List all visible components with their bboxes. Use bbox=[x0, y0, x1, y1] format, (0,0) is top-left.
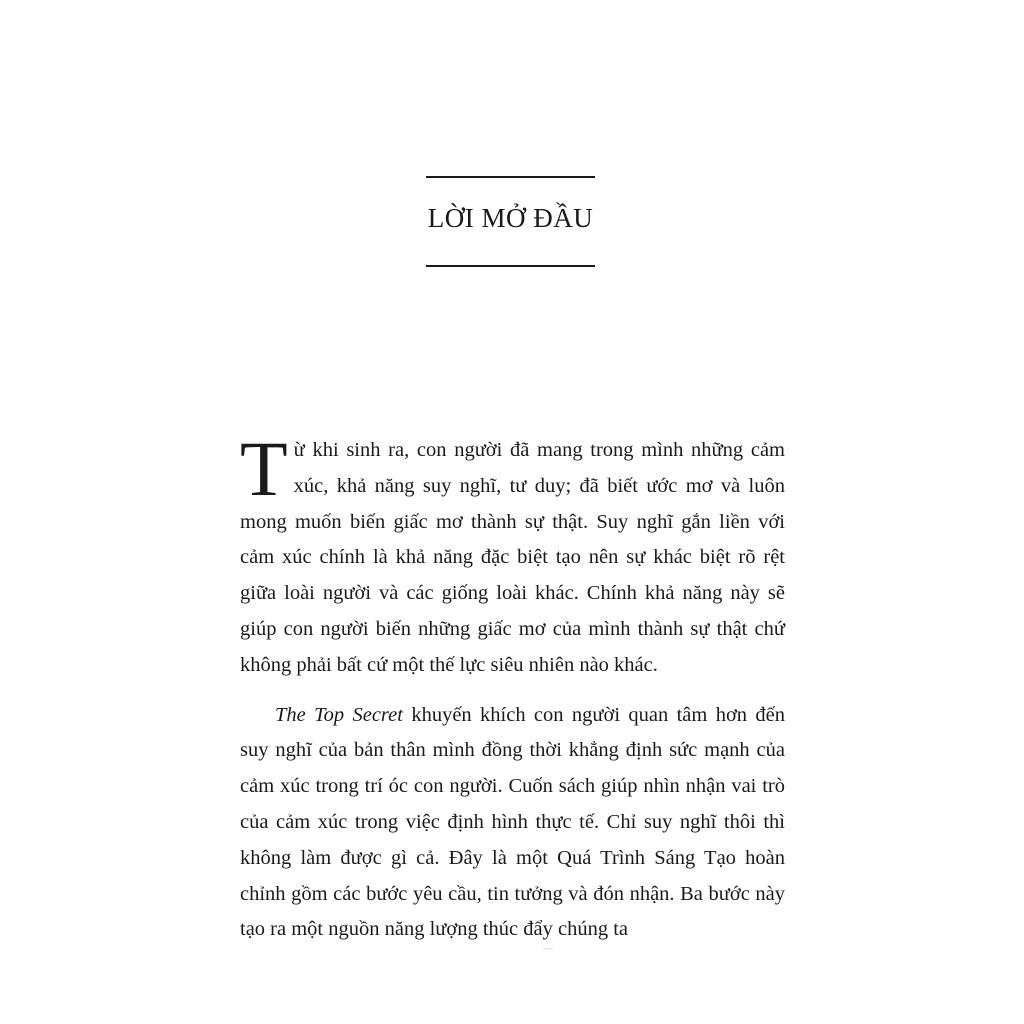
heading-rule-bottom bbox=[426, 265, 595, 267]
paragraph-2-text: khuyến khích con người quan tâm hơn đến suy nghĩ của bản thân mình đồng thời khẳng định sức mạnh của cảm xúc trong trí óc con người. Cuốn sách giúp nhìn nhận vai trò của cảm xúc trong việc định hình thực tế. Chỉ suy nghĩ thôi thì không làm được gì cả. Đây là một Quá Trình Sáng Tạo hoàn chỉnh gồm các bước yêu cầu, tin tưởng và đón nhận. Ba bước này tạo ra một nguồn năng lượng thúc đẩy chúng ta bbox=[240, 703, 785, 941]
paragraph-2 bbox=[240, 698, 785, 949]
body-text bbox=[240, 425, 785, 948]
drop-cap: T bbox=[240, 425, 288, 512]
chapter-heading: LỜI MỞ ĐẦU bbox=[427, 203, 594, 233]
paragraph-1 bbox=[240, 425, 785, 684]
heading-rule-top bbox=[426, 176, 595, 178]
paragraph-1-text: ừ khi sinh ra, con người đã mang trong mình những cảm xúc, khả năng suy nghĩ, tư duy; đã biết ước mơ và luôn mong muốn biến giấc mơ thành sự thật. Suy nghĩ gắn liền với cảm xúc chính là khả năng đặc biệt tạo nên sự khác biệt rõ rệt giữa loài người và các giống loài khác. Chính khả năng này sẽ giúp con người biến những giấc mơ của mình thành sự thật chứ không phải bất cứ một thế lực siêu nhiên nào khác. bbox=[240, 439, 785, 676]
book-title: The Top Secret bbox=[275, 703, 403, 726]
print-smudge bbox=[542, 948, 554, 953]
